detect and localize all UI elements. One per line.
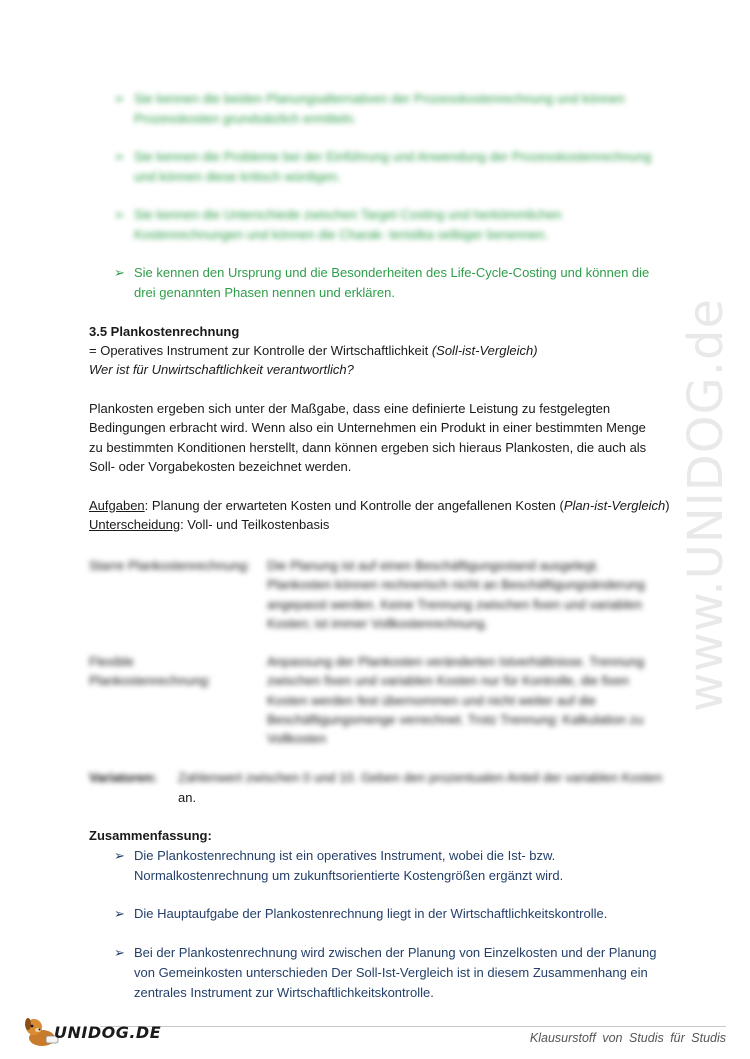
definition-desc: Anpassung der Plankosten veränderten Istverhältnisse. Trennung zwischen fixen und variablen Kosten nur für Kontrolle, die fixen Kosten werden fest übernommen und nicht weiter auf die Beschäftigungsmenge verrechnet. Trotz Trennung: Kalkulation zu Vollkosten: [267, 654, 645, 747]
definition-text: = Operatives Instrument zur Kontrolle der Wirtschaftlichkeit: [89, 343, 432, 358]
objective-text: Sie kennen den Ursprung und die Besonderheiten des Life-Cycle-Costing und können die drei genannten Phasen nennen und erklären.: [134, 265, 650, 300]
distinction-line: [89, 515, 329, 534]
arrow-bullet-icon: ➢: [114, 149, 125, 164]
definition-term: Flexible Plankostenrechnung:: [89, 654, 212, 688]
footer-divider: [100, 1026, 726, 1027]
variator-desc: Zahlenwert zwischen 0 und 10. Geben den prozentualen Anteil der variablen Kosten: [178, 770, 663, 785]
section-title: 3.5 Plankostenrechnung: [89, 324, 240, 339]
arrow-bullet-icon: ➢: [114, 906, 125, 921]
objective-text: Sie kennen die Unterschiede zwischen Target Costing und herkömmlichen Kostenrechnungen und können die Charak- teristika selbiger benennen.: [134, 207, 562, 242]
arrow-bullet-icon: ➢: [114, 91, 125, 106]
definition-term: Starre Plankostenrechnung:: [89, 558, 251, 573]
section-question: Wer ist für Unwirtschaftlichkeit verantwortlich?: [89, 362, 354, 377]
distinction-label: Unterscheidung: [89, 517, 181, 532]
summary-text: Die Plankostenrechnung ist ein operatives Instrument, wobei die Ist- bzw. Normalkostenrechnung um zukunftsorientierte Kostengrößen ergänzt wird.: [134, 848, 564, 883]
tasks-label: Aufgaben: [89, 498, 145, 513]
watermark-text: www.UNIDOG.de: [678, 297, 735, 713]
arrow-bullet-icon: ➢: [114, 945, 125, 960]
tasks-close: ): [665, 498, 670, 513]
variator-desc-end: an.: [178, 790, 197, 805]
arrow-bullet-icon: ➢: [114, 207, 125, 222]
definition-desc: Die Planung ist auf einen Beschäftigungsstand ausgelegt. Plankosten können rechnerisch nicht an Beschäftigungsänderung angepasst werden. Keine Trennung zwischen fixen und variablen Kosten; ist immer Vollkostenrechnung.: [267, 558, 645, 631]
variator-term: Variatoren:: [89, 770, 157, 785]
footer-tagline: Klausurstoff von Studis für Studis: [529, 1031, 726, 1045]
summary-heading: Zusammenfassung:: [89, 828, 212, 843]
distinction-text: : Voll- und Teilkostenbasis: [180, 517, 330, 532]
tasks-italic: Plan-ist-Vergleich: [563, 498, 666, 513]
arrow-bullet-icon: ➢: [114, 848, 125, 863]
objective-text: Sie kennen die beiden Planungsalternativen der Prozesskostenrechnung und können Prozesskosten grundsätzlich ermitteln.: [134, 91, 625, 126]
watermark: [676, 270, 736, 740]
arrow-bullet-icon: ➢: [114, 265, 125, 280]
section-paragraph: Plankosten ergeben sich unter der Maßgabe, dass eine definierte Leistung zu festgelegten Bedingungen erbracht wird. Wenn also ein Unternehmen ein Produkt in einer bestimmten Menge zu bestimmten Konditionen herstellt, dann können ergeben sich hieraus Plankosten, die auch als Soll- oder Vorgabekosten bezeichnet werden.: [89, 401, 647, 474]
objective-text: Sie kennen die Probleme bei der Einführung und Anwendung der Prozesskostenrechnung und können diese kritisch würdigen.: [134, 149, 652, 184]
tasks-line: [89, 496, 670, 515]
summary-text: Die Hauptaufgabe der Plankostenrechnung liegt in der Wirtschaftlichkeitskontrolle.: [134, 906, 608, 921]
section-definition: [89, 341, 538, 360]
definition-italic: (Soll-ist-Vergleich): [431, 343, 538, 358]
tasks-text: : Planung der erwarteten Kosten und Kontrolle der angefallenen Kosten (: [144, 498, 564, 513]
logo-text: UNIDOG.DE: [54, 1023, 162, 1042]
summary-text: Bei der Plankostenrechnung wird zwischen der Planung von Einzelkosten und der Planung von Gemeinkosten unterschieden Der Soll-Ist-Vergleich ist in diesem Zusammenhang ein zentrales Instrument zur Wirtschaftlichkeitskontrolle.: [134, 945, 657, 1000]
